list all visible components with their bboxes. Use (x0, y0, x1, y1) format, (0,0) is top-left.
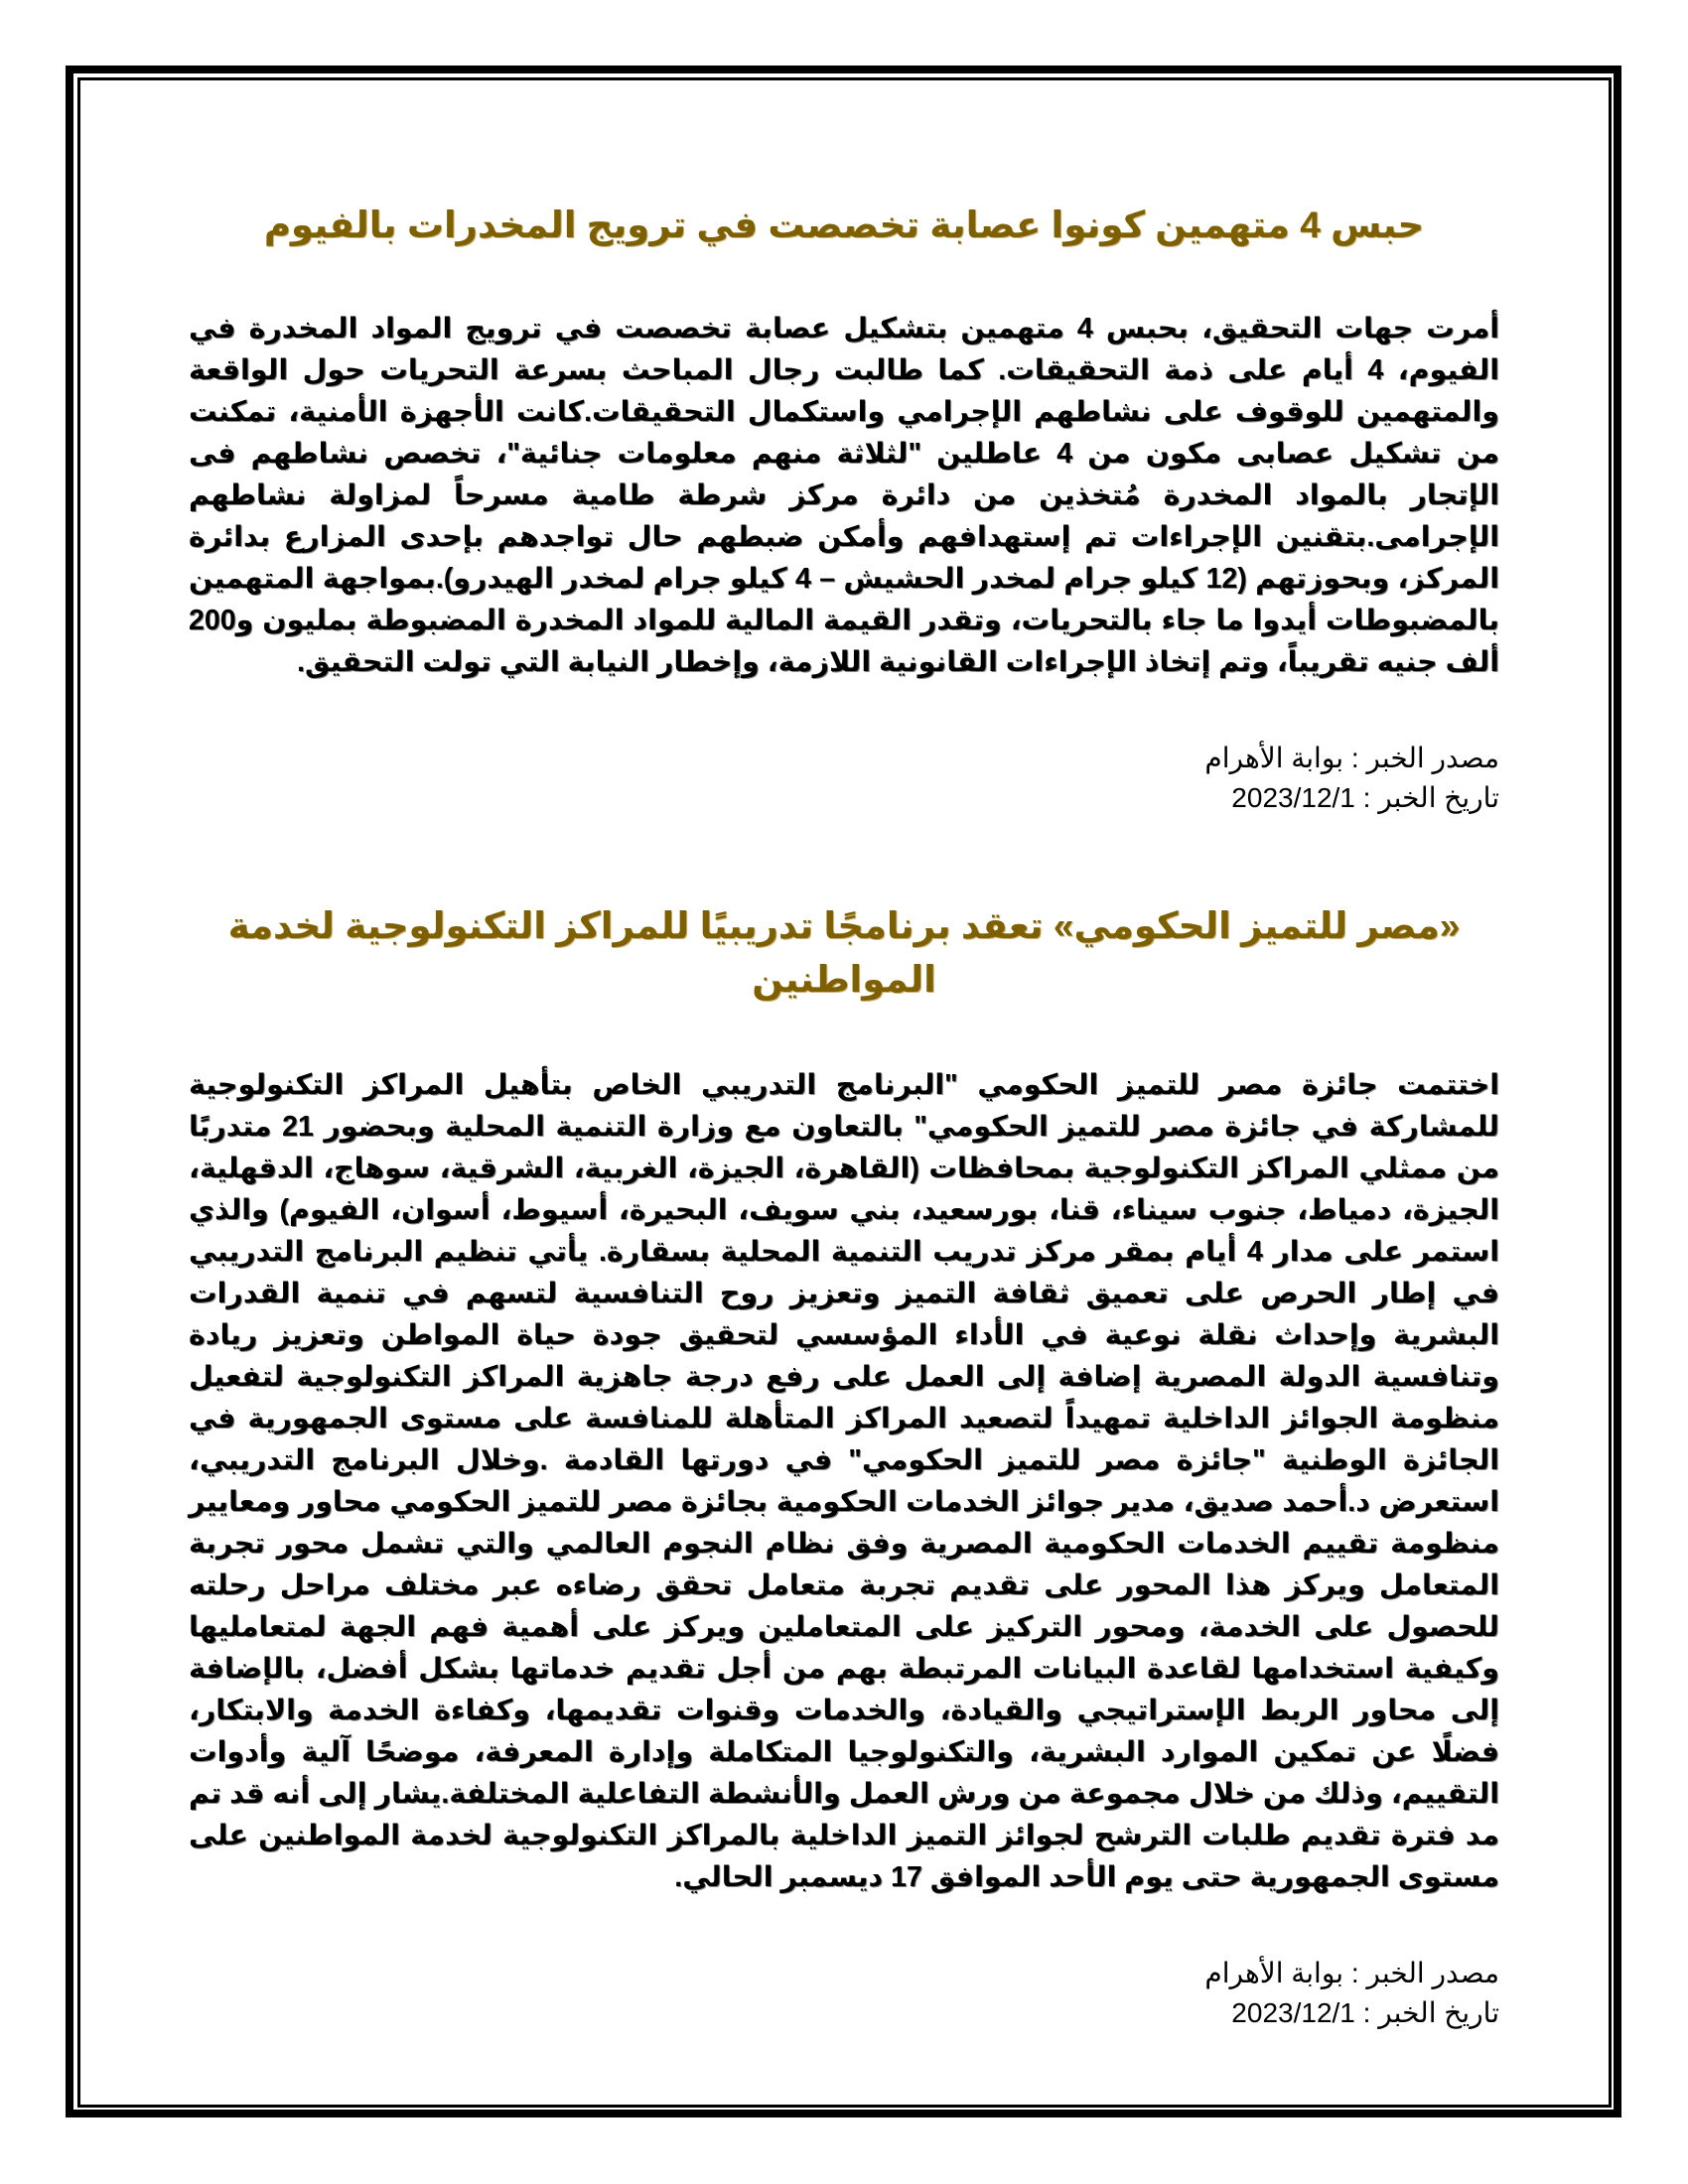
news-date: تاريخ الخبر : 2023/12/1 (1231, 782, 1499, 813)
section-spacer (189, 818, 1499, 899)
article-title: حبس 4 متهمين كونوا عصابة تخصصت في ترويج المخدرات بالفيوم (263, 205, 1425, 245)
article-2 (189, 899, 1499, 2033)
article-body: اختتمت جائزة مصر للتميز الحكومي "البرنامج التدريبي الخاص بتأهيل المراكز التكنولوجية للمشاركة في جائزة مصر للتميز الحكومي" بالتعاون مع وزارة التنمية المحلية وبحضور 21 متدربًا من ممثلي المراكز التكنولوجية بمحافظات (القاهرة، الجيزة، الغربية، الشرقية، سوهاج، الدقهلية، الجيزة، دمياط، جنوب سيناء، قنا، بورسعيد، بني سويف، البحيرة، أسيوط، أسوان، الفيوم) والذي استمر على مدار 4 أيام بمقر مركز تدريب التنمية المحلية بسقارة. يأتي تنظيم البرنامج التدريبي في إطار الحرص على تعميق ثقافة التميز وتعزيز روح التنافسية لتسهم في تنمية القدرات البشرية وإحداث نقلة نوعية في الأداء المؤسسي لتحقيق جودة حياة المواطن وتعزيز ريادة وتنافسية الدولة المصرية إضافة إلى العمل على رفع درجة جاهزية المراكز التكنولوجية لتفعيل منظومة الجوائز الداخلية تمهيداً لتصعيد المراكز المتأهلة للمنافسة على مستوى الجمهورية في الجائزة الوطنية "جائزة مصر للتميز الحكومي" في دورتها القادمة .وخلال البرنامج التدريبي، استعرض د.أحمد صديق، مدير جوائز الخدمات الحكومية بجائزة مصر للتميز الحكومي محاور ومعايير منظومة تقييم الخدمات الحكومية المصرية وفق نظام النجوم العالمي والتي تشمل محور تجربة المتعامل ويركز هذا المحور على تقديم تجربة متعامل تحقق رضاءه عبر مختلف مراحل رحلته للحصول على الخدمة، ومحور التركيز على المتعاملين ويركز على أهمية فهم الجهة لمتعامليها وكيفية استخدامها لقاعدة البيانات المرتبطة بهم من أجل تقديم خدماتها بشكل أفضل، بالإضافة إلى محاور الربط الإستراتيجي والقيادة، والخدمات وقنوات تقديمها، وكفاءة الخدمة والابتكار، فضلًا عن تمكين الموارد البشرية، والتكنولوجيا المتكاملة وإدارة المعرفة، موضحًا آلية وأدوات التقييم، وذلك من خلال مجموعة من ورش العمل والأنشطة التفاعلية المختلفة.يشار إلى أنه قد تم مد فترة تقديم طلبات الترشح لجوائز التميز الداخلية بالمراكز التكنولوجية لخدمة المواطنين على مستوى الجمهورية حتى يوم الأحد الموافق 17 ديسمبر الحالي. (189, 1069, 1499, 1893)
news-source: مصدر الخبر : بوابة الأهرام (1204, 743, 1499, 773)
article-title: «مصر للتميز الحكومي» تعقد برنامجًا تدريبيًا للمراكز التكنولوجية لخدمة المواطنين (227, 905, 1461, 1000)
article-1 (189, 199, 1499, 818)
article-meta (189, 739, 1499, 818)
article-meta (189, 1954, 1499, 2033)
article-body: أمرت جهات التحقيق، بحبس 4 متهمين بتشكيل عصابة تخصصت في ترويج المواد المخدرة في الفيوم، 4 أيام على ذمة التحقيقات. كما طالبت رجال المباحث بسرعة التحريات حول الواقعة والمتهمين للوقوف على نشاطهم الإجرامي واستكمال التحقيقات.كانت الأجهزة الأمنية، تمكنت من تشكيل عصابى مكون من 4 عاطلين "لثلاثة منهم معلومات جنائية"، تخصص نشاطهم فى الإتجار بالمواد المخدرة مُتخذين من دائرة مركز شرطة طامية مسرحاً لمزاولة نشاطهم الإجرامى.بتقنين الإجراءات تم إستهدافهم وأمكن ضبطهم حال تواجدهم بإحدى المزارع بدائرة المركز، وبحوزتهم (12 كيلو جرام لمخدر الحشيش – 4 كيلو جرام لمخدر الهيدرو).بمواجهة المتهمين بالمضبوطات أيدوا ما جاء بالتحريات، وتقدر القيمة المالية للمواد المخدرة المضبوطة بمليون و200 ألف جنيه تقريباً، وتم إتخاذ الإجراءات القانونية اللازمة، وإخطار النيابة التي تولت التحقيق. (189, 313, 1499, 678)
news-source: مصدر الخبر : بوابة الأهرام (1204, 1958, 1499, 1988)
news-date: تاريخ الخبر : 2023/12/1 (1231, 1997, 1499, 2028)
document-page (189, 189, 1499, 2033)
